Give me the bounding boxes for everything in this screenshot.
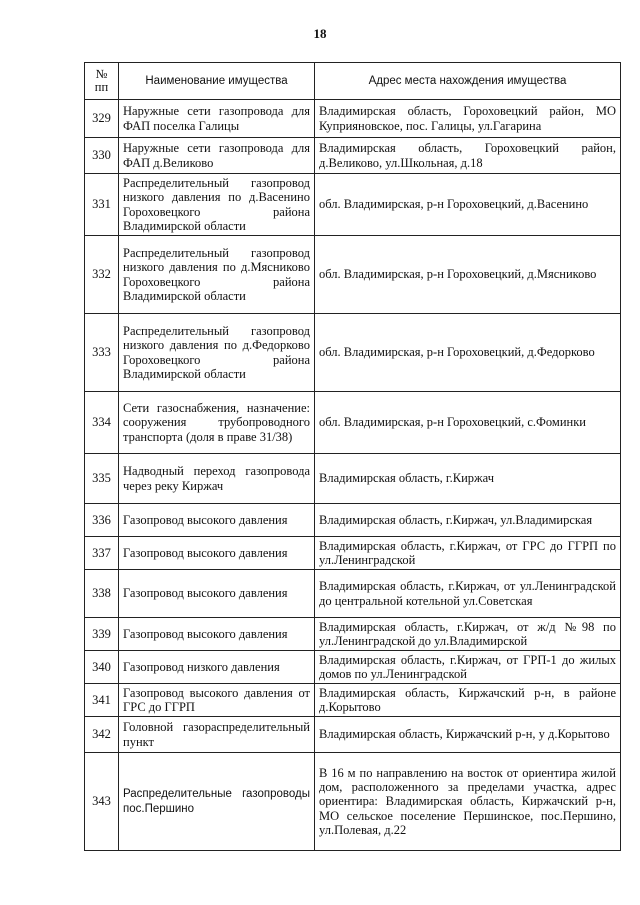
property-table: [84, 62, 621, 851]
row-name: Газопровод высокого давления: [119, 618, 315, 651]
row-name: Газопровод низкого давления: [119, 651, 315, 684]
row-address: обл. Владимирская, р-н Гороховецкий, д.Васенино: [315, 174, 621, 236]
row-name: Газопровод высокого давления от ГРС до ГГРП: [119, 684, 315, 717]
row-name: Надводный переход газопровода через реку Киржач: [119, 454, 315, 504]
row-num: 341: [85, 684, 119, 717]
row-num: 335: [85, 454, 119, 504]
header-name: Наименование имущества: [119, 63, 315, 100]
row-address: обл. Владимирская, р-н Гороховецкий, с.Фоминки: [315, 392, 621, 454]
row-num: 330: [85, 138, 119, 174]
row-num: 339: [85, 618, 119, 651]
table-row: [85, 537, 621, 570]
row-address: Владимирская область, Гороховецкий район, д.Великово, ул.Школьная, д.18: [315, 138, 621, 174]
row-name: Газопровод высокого давления: [119, 504, 315, 537]
row-address: Владимирская область, Киржачский р-н, в районе д.Корытово: [315, 684, 621, 717]
row-address: Владимирская область, г.Киржач, ул.Владимирская: [315, 504, 621, 537]
row-name: Распределительные газопроводы пос.Першино: [119, 753, 315, 851]
row-name: Распределительный газопровод низкого давления по д.Федорково Гороховецкого района Владимирской области: [119, 314, 315, 392]
row-name: Головной газораспределительный пункт: [119, 717, 315, 753]
row-num: 329: [85, 100, 119, 138]
header-num: № пп: [85, 63, 119, 100]
row-name: Наружные сети газопровода для ФАП поселка Галицы: [119, 100, 315, 138]
table-row: [85, 618, 621, 651]
row-address: Владимирская область, Киржачский р-н, у д.Корытово: [315, 717, 621, 753]
row-address: Владимирская область, Гороховецкий район, МО Куприяновское, пос. Галицы, ул.Гагарина: [315, 100, 621, 138]
row-num: 333: [85, 314, 119, 392]
table-row: [85, 570, 621, 618]
row-address: В 16 м по направлению на восток от ориентира жилой дом, расположенного за пределами участка, адрес ориентира: Владимирская область, Киржачский р-н, МО сельское поселение Першинское, пос.Першино, ул.Полевая, д.22: [315, 753, 621, 851]
row-address: Владимирская область, г.Киржач, от ул.Ленинградской до центральной котельной ул.Советская: [315, 570, 621, 618]
row-address: обл. Владимирская, р-н Гороховецкий, д.Федорково: [315, 314, 621, 392]
table-row: [85, 454, 621, 504]
row-name: Газопровод высокого давления: [119, 570, 315, 618]
row-num: 331: [85, 174, 119, 236]
row-address: Владимирская область, г.Киржач, от ГРП-1 до жилых домов по ул.Ленинградской: [315, 651, 621, 684]
row-address: Владимирская область, г.Киржач: [315, 454, 621, 504]
row-num: 343: [85, 753, 119, 851]
row-num: 337: [85, 537, 119, 570]
table-row: [85, 138, 621, 174]
table-row: [85, 100, 621, 138]
row-name: Газопровод высокого давления: [119, 537, 315, 570]
table-row: [85, 651, 621, 684]
table-row: [85, 174, 621, 236]
row-name: Распределительный газопровод низкого давления по д.Васенино Гороховецкого района Владимирской области: [119, 174, 315, 236]
table-row: [85, 236, 621, 314]
row-num: 336: [85, 504, 119, 537]
row-num: 340: [85, 651, 119, 684]
header-address: Адрес места нахождения имущества: [315, 63, 621, 100]
row-num: 342: [85, 717, 119, 753]
table-header: [85, 63, 621, 100]
row-num: 338: [85, 570, 119, 618]
table-row: [85, 392, 621, 454]
row-address: Владимирская область, г.Киржач, от ГРС до ГГРП по ул.Ленинградской: [315, 537, 621, 570]
row-name: Наружные сети газопровода для ФАП д.Великово: [119, 138, 315, 174]
table-row: [85, 504, 621, 537]
page-number: 18: [313, 26, 327, 41]
table-row: [85, 753, 621, 851]
row-num: 334: [85, 392, 119, 454]
table-row: [85, 717, 621, 753]
row-name: Распределительный газопровод низкого давления по д.Мясниково Гороховецкого района Владимирской области: [119, 236, 315, 314]
table-row: [85, 314, 621, 392]
row-address: Владимирская область, г.Киржач, от ж/д №98 по ул.Ленинградской до ул.Владимирской: [315, 618, 621, 651]
row-name: Сети газоснабжения, назначение: сооружения трубопроводного транспорта (доля в праве 31/38): [119, 392, 315, 454]
table-row: [85, 684, 621, 717]
row-num: 332: [85, 236, 119, 314]
row-address: обл. Владимирская, р-н Гороховецкий, д.Мясниково: [315, 236, 621, 314]
